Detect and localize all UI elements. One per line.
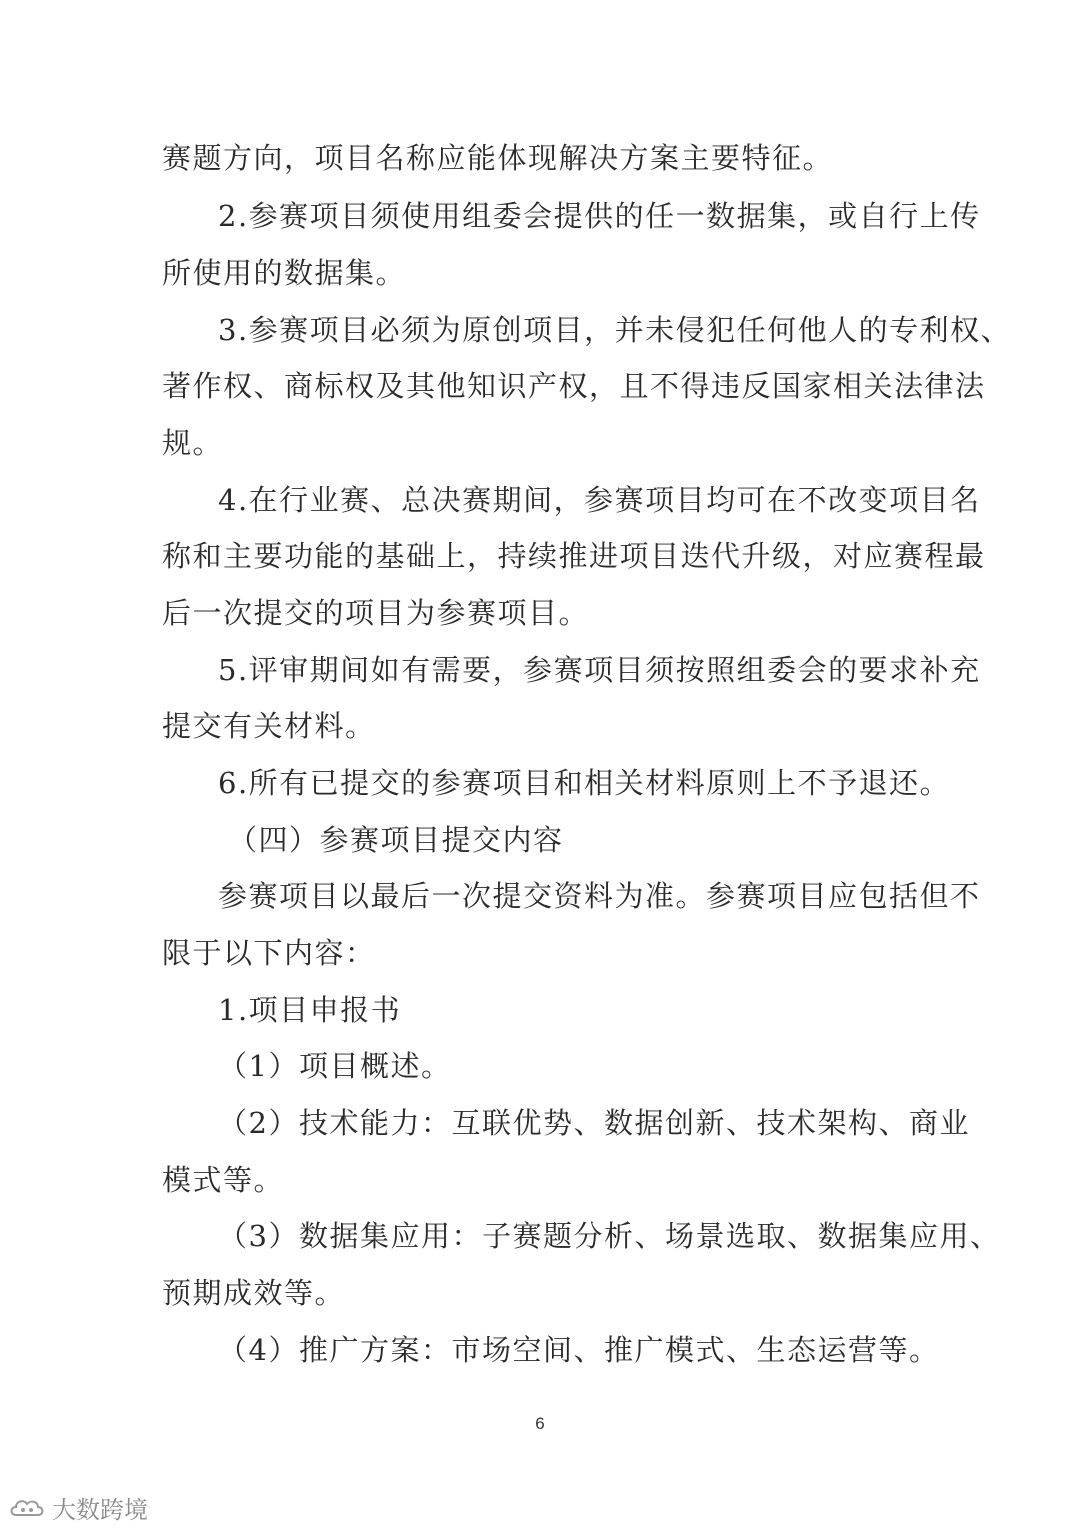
- body-line: 限于以下内容：: [162, 936, 376, 970]
- body-line: 后一次提交的项目为参赛项目。: [162, 596, 590, 630]
- watermark-text: 大数跨境: [52, 1496, 148, 1524]
- body-line: 参赛项目以最后一次提交资料为准。参赛项目应包括但不: [218, 879, 981, 913]
- body-line: 著作权、商标权及其他知识产权，且不得违反国家相关法律法: [162, 369, 986, 403]
- body-line: 4.在行业赛、总决赛期间，参赛项目均可在不改变项目名: [218, 483, 981, 517]
- watermark: [8, 1490, 148, 1525]
- body-line: 预期成效等。: [162, 1276, 346, 1310]
- body-line: 赛题方向，项目名称应能体现解决方案主要特征。: [162, 141, 834, 175]
- body-line: 所使用的数据集。: [162, 256, 407, 290]
- body-line: 6.所有已提交的参赛项目和相关材料原则上不予退还。: [218, 766, 951, 800]
- body-line: 5.评审期间如有需要，参赛项目须按照组委会的要求补充: [218, 653, 981, 687]
- body-line: （2）技术能力：互联优势、数据创新、技术架构、商业: [218, 1106, 970, 1140]
- cloud-logo-icon: [8, 1495, 48, 1521]
- body-line: （1）项目概述。: [218, 1049, 452, 1083]
- body-line: 1.项目申报书: [218, 993, 402, 1027]
- page-number: 6: [535, 1414, 545, 1433]
- body-line: 模式等。: [162, 1163, 285, 1197]
- body-line: （4）推广方案：市场空间、推广模式、生态运营等。: [218, 1333, 940, 1367]
- body-line: 称和主要功能的基础上，持续推进项目迭代升级，对应赛程最: [162, 539, 986, 573]
- body-line: 提交有关材料。: [162, 709, 376, 743]
- body-line: 2.参赛项目须使用组委会提供的任一数据集，或自行上传: [218, 199, 981, 233]
- body-line: 3.参赛项目必须为原创项目，并未侵犯任何他人的专利权、: [218, 313, 1012, 347]
- body-line: 规。: [162, 426, 224, 460]
- section-heading: （四）参赛项目提交内容: [228, 823, 564, 857]
- body-line: （3）数据集应用：子赛题分析、场景选取、数据集应用、: [218, 1219, 1001, 1253]
